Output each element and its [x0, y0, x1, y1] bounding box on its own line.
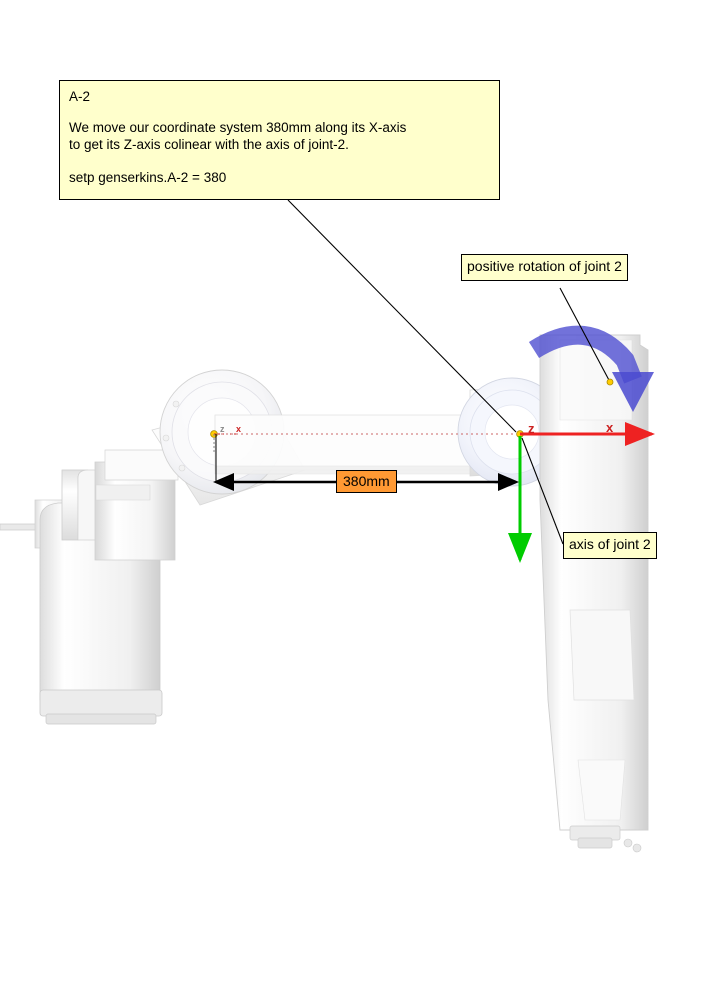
dimension-label-380mm: 380mm	[336, 470, 397, 493]
annotation-body-line1: We move our coordinate system 380mm along its X-axis	[69, 119, 407, 135]
annotation-body-line2: to get its Z-axis colinear with the axis of joint-2.	[69, 136, 349, 152]
right-frame-x-label: x	[606, 420, 614, 435]
label-positive-rotation: positive rotation of joint 2	[461, 254, 628, 281]
annotation-heading: A-2	[69, 89, 91, 104]
label-axis-of-joint: axis of joint 2	[563, 532, 657, 559]
annotation-box-a2	[59, 80, 500, 200]
left-frame-x-label: x	[236, 424, 242, 434]
right-frame-z-label: z	[528, 421, 535, 436]
left-frame-z-label: z	[220, 424, 225, 434]
annotation-command: setp genserkins.A-2 = 380	[69, 169, 227, 185]
